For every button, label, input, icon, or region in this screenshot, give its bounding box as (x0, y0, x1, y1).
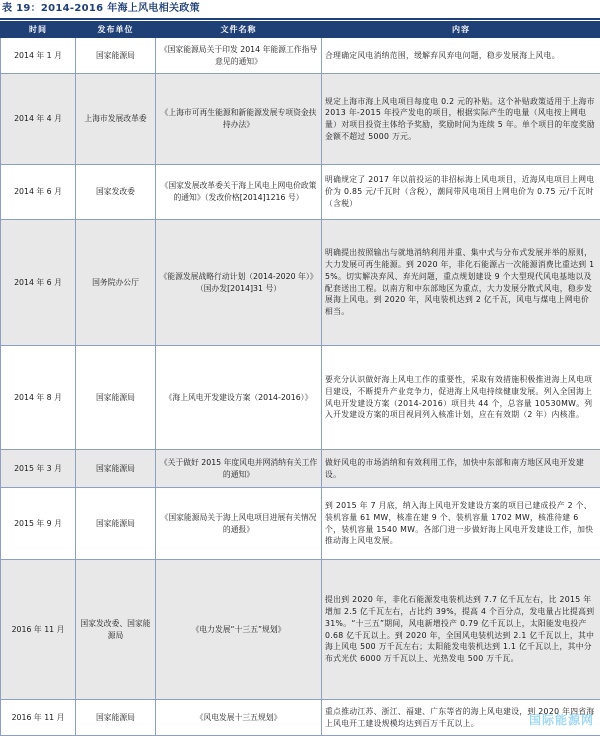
cell-issuer: 国家能源局 (76, 38, 156, 74)
cell-document: 《海上风电开发建设方案（2014-2016）》 (156, 346, 322, 450)
cell-time: 2015 年 3 月 (1, 450, 76, 488)
watermark: 国际能源网 (529, 711, 594, 728)
cell-content: 明确提出按照输出与就地消纳利用并重、集中式与分布式发展并举的原则，大力发展可再生能源。到 2020 年，非化石能源占一次能源消费比重达到 15%。切实解决弃风、弃光问题，重点规划建设 9 个大型现代风电基地以及配套送出工程。以南方和中东部地区为重点，大力发展分散式风电，稳步发展海上风电。到 2020 年，风电装机达到 2 亿千瓦，风电与煤电上网电价相当。 (322, 220, 600, 346)
cell-content: 到 2015 年 7 月底，纳入海上风电开发建设方案的项目已建成投产 2 个、装机容量 61 MW，核准在建 9 个、装机容量 1702 MW，核准待建 6 个，装机容量 1540 MW。各部门进一步做好海上风电开发建设工作，加快推动海上风电发展。 (322, 488, 600, 560)
cell-document: 《国家发展改革委关于海上风电上网电价政策的通知》（发改价格[2014]1216 号） (156, 165, 322, 220)
cell-content: 重点推动江苏、浙江、福建、广东等省的海上风电建设，到 2020 年四省海上风电开工建设规模均达到百万千瓦以上。 (322, 700, 600, 736)
cell-content: 做好风电的市场消纳和有效利用工作，加快中东部和南方地区风电开发建设。 (322, 450, 600, 488)
table-row (1, 38, 600, 74)
cell-issuer: 上海市发展改革委 (76, 74, 156, 165)
cell-issuer: 国务院办公厅 (76, 220, 156, 346)
table-row (1, 450, 600, 488)
header-row (1, 22, 600, 38)
cell-document: 《风电发展十三五规划》 (156, 700, 322, 736)
table-row (1, 165, 600, 220)
title-rule (0, 18, 600, 20)
cell-content: 要充分认识做好海上风电工作的重要性，采取有效措施积极推进海上风电项目建设，不断提升产业竞争力，促进海上风电持续健康发展。列入全国海上风电开发建设方案（2014-2016）项目共 44 个，总容量 10530MW。列入开发建设方案的项目视同列入核准计划，应在有效期（2 年）内核准。 (322, 346, 600, 450)
cell-time: 2014 年 6 月 (1, 165, 76, 220)
cell-document: 《关于做好 2015 年度风电并网消纳有关工作的通知》 (156, 450, 322, 488)
cell-issuer: 国家发改委 (76, 165, 156, 220)
cell-time: 2014 年 1 月 (1, 38, 76, 74)
cell-issuer: 国家发改委、国家能源局 (76, 560, 156, 700)
cell-content: 规定上海市海上风电项目每度电 0.2 元的补贴。这个补贴政策适用于上海市 2013 年-2015 年投产发电的项目，根据实际产生的电量（风电按上网电量）对项目投资主体给予奖励，奖励时间为连续 5 年。单个项目的年度奖励金额不超过 5000 万元。 (322, 74, 600, 165)
policy-table (0, 21, 600, 736)
cell-time: 2014 年 4 月 (1, 74, 76, 165)
cell-document: 《上海市可再生能源和新能源发展专项资金扶持办法》 (156, 74, 322, 165)
table-row (1, 74, 600, 165)
table-row (1, 560, 600, 700)
cell-time: 2016 年 11 月 (1, 700, 76, 736)
cell-time: 2015 年 9 月 (1, 488, 76, 560)
table-row (1, 488, 600, 560)
header-document: 文件名称 (156, 22, 322, 38)
cell-document: 《国家能源局关于海上风电项目进展有关情况的通报》 (156, 488, 322, 560)
cell-content: 提出到 2020 年，非化石能源发电装机达到 7.7 亿千瓦左右，比 2015 年增加 2.5 亿千瓦左右，占比约 39%，提高 4 个百分点，发电量占比提高到 31%。“十三五”期间，风电新增投产 0.79 亿千瓦以上，太阳能发电投产 0.68 亿千瓦以上。到 2020 年，全国风电装机达到 2.1 亿千瓦以上，其中海上风电 500 万千瓦左右；太阳能发电装机达到 1.1 亿千瓦以上，其中分布式光伏 6000 万千瓦以上、光热发电 500 万千瓦。 (322, 560, 600, 700)
cell-issuer: 国家能源局 (76, 488, 156, 560)
cell-time: 2014 年 8 月 (1, 346, 76, 450)
header-content: 内容 (322, 22, 600, 38)
cell-time: 2016 年 11 月 (1, 560, 76, 700)
table-title: 表 19：2014-2016 年海上风电相关政策 (0, 0, 600, 17)
cell-content: 合理确定风电消纳范围，缓解弃风弃电问题，稳步发展海上风电。 (322, 38, 600, 74)
cell-document: 《能源发展战略行动计划（2014-2020 年）》（国办发[2014]31 号） (156, 220, 322, 346)
cell-content: 明确规定了 2017 年以前投运的非招标海上风电项目，近海风电项目上网电价为 0.85 元/千瓦时（含税），潮间带风电项目上网电价为 0.75 元/千瓦时（含税） (322, 165, 600, 220)
cell-time: 2014 年 6 月 (1, 220, 76, 346)
table-row (1, 346, 600, 450)
table-row (1, 220, 600, 346)
cell-document: 《国家能源局关于印发 2014 年能源工作指导意见的通知》 (156, 38, 322, 74)
header-issuer: 发布单位 (76, 22, 156, 38)
header-time: 时间 (1, 22, 76, 38)
cell-issuer: 国家能源局 (76, 700, 156, 736)
table-row (1, 700, 600, 736)
cell-issuer: 国家能源局 (76, 346, 156, 450)
cell-issuer: 国家能源局 (76, 450, 156, 488)
cell-document: 《电力发展“十三五”规划》 (156, 560, 322, 700)
